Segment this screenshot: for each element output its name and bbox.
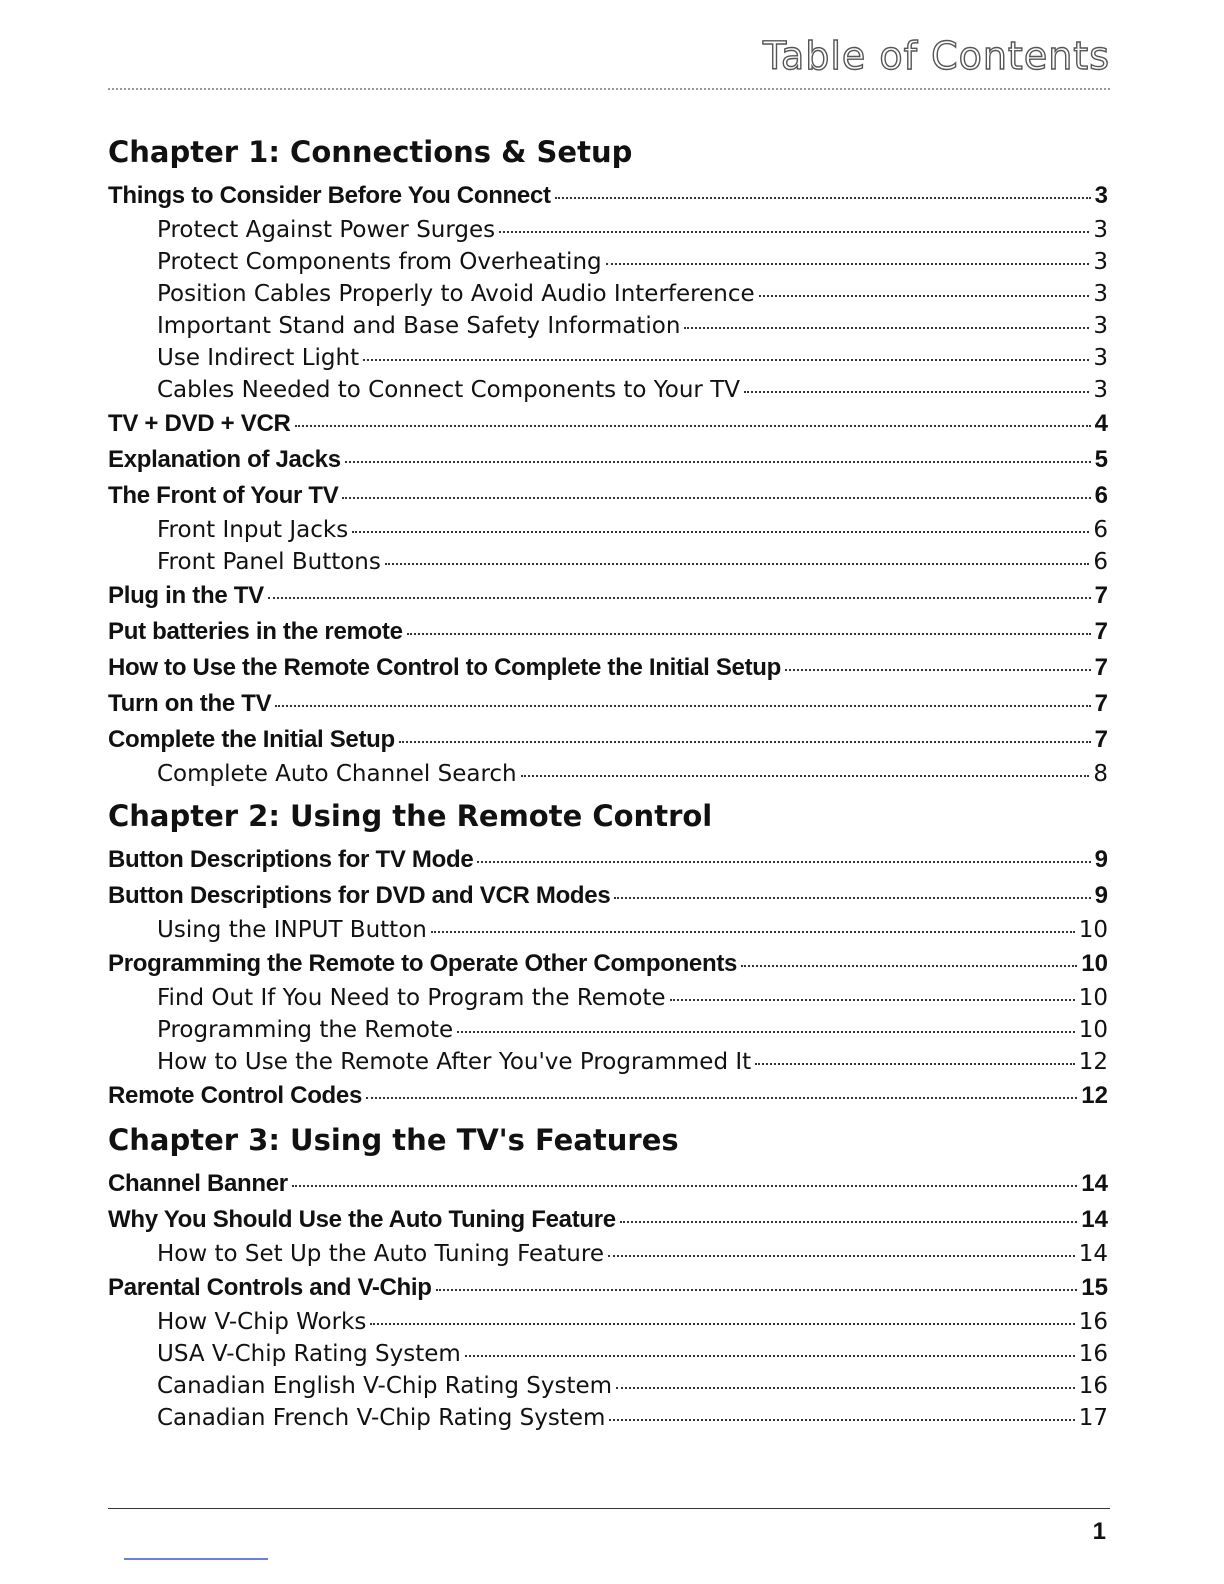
toc-entry-label: Button Descriptions for TV Mode <box>108 846 474 873</box>
dot-leader <box>457 1031 1075 1033</box>
toc-entry-label: Front Panel Buttons <box>157 549 381 575</box>
dot-leader <box>352 531 1089 533</box>
blue-underline-mark <box>124 1558 268 1560</box>
toc-entry[interactable] <box>108 578 1108 614</box>
toc-entry[interactable] <box>108 650 1108 686</box>
toc-entry-page: 7 <box>1094 654 1108 681</box>
toc-subentry[interactable] <box>108 1338 1108 1370</box>
dot-leader <box>755 1063 1075 1065</box>
toc-entry-page: 14 <box>1078 1241 1108 1267</box>
toc-entry-page: 7 <box>1094 582 1108 609</box>
toc-entry-label: Programming the Remote to Operate Other Components <box>108 950 738 977</box>
toc-subentry[interactable] <box>108 310 1108 342</box>
toc-entry-label: How V-Chip Works <box>157 1309 367 1335</box>
toc-subentry[interactable] <box>108 982 1108 1014</box>
dot-leader <box>342 497 1090 499</box>
dot-leader <box>268 597 1091 599</box>
dot-leader <box>345 461 1091 463</box>
toc-entry-label: Turn on the TV <box>108 690 272 717</box>
toc-entry-page: 3 <box>1093 313 1108 339</box>
dot-leader <box>521 775 1090 777</box>
toc-subentry[interactable] <box>108 1402 1108 1434</box>
toc-entry-page: 6 <box>1093 549 1108 575</box>
toc-entry[interactable] <box>108 722 1108 758</box>
dot-leader <box>399 741 1091 743</box>
toc-entry-label: Find Out If You Need to Program the Remote <box>157 985 666 1011</box>
dot-leader <box>555 197 1091 199</box>
toc-entry-page: 9 <box>1094 882 1108 909</box>
toc-entry-label: Protect Against Power Surges <box>157 217 496 243</box>
page-title: Table of Contents <box>763 34 1110 78</box>
toc-subentry[interactable] <box>108 1306 1108 1338</box>
page-header <box>108 28 1110 90</box>
dot-leader <box>741 965 1077 967</box>
toc-entry[interactable] <box>108 1166 1108 1202</box>
toc-subentry[interactable] <box>108 758 1108 790</box>
dot-leader <box>614 897 1090 899</box>
toc-entry-page: 16 <box>1078 1341 1108 1367</box>
dot-leader <box>407 633 1091 635</box>
toc-entry-page: 3 <box>1093 345 1108 371</box>
dot-leader <box>606 263 1090 265</box>
toc-entry[interactable] <box>108 442 1108 478</box>
toc-entry-page: 10 <box>1078 985 1108 1011</box>
dot-leader <box>366 1097 1077 1099</box>
toc-subentry[interactable] <box>108 1014 1108 1046</box>
toc-entry-label: Remote Control Codes <box>108 1082 363 1109</box>
toc-entry[interactable] <box>108 614 1108 650</box>
toc-entry-label: The Front of Your TV <box>108 482 339 509</box>
toc-entry-page: 12 <box>1078 1049 1108 1075</box>
toc-entry-label: Things to Consider Before You Connect <box>108 182 551 209</box>
dot-leader <box>744 391 1089 393</box>
toc-entry-page: 10 <box>1078 1017 1108 1043</box>
dot-leader <box>465 1355 1075 1357</box>
dot-leader <box>363 359 1089 361</box>
toc-subentry[interactable] <box>108 214 1108 246</box>
toc-entry-label: How to Set Up the Auto Tuning Feature <box>157 1241 604 1267</box>
toc-entry-page: 9 <box>1094 846 1108 873</box>
toc-subentry[interactable] <box>108 1370 1108 1402</box>
chapter-heading: Chapter 3: Using the TV's Features <box>108 1123 679 1157</box>
toc-entry-label: Canadian French V-Chip Rating System <box>157 1405 606 1431</box>
dot-leader <box>431 931 1075 933</box>
toc-entry-page: 10 <box>1078 917 1108 943</box>
table-of-contents <box>108 126 1108 1434</box>
toc-entry-page: 6 <box>1094 482 1108 509</box>
toc-entry-label: Why You Should Use the Auto Tuning Feature <box>108 1206 616 1233</box>
toc-entry-page: 7 <box>1094 618 1108 645</box>
toc-entry[interactable] <box>108 878 1108 914</box>
toc-entry-page: 3 <box>1093 249 1108 275</box>
toc-subentry[interactable] <box>108 1046 1108 1078</box>
toc-entry[interactable] <box>108 478 1108 514</box>
toc-entry-page: 16 <box>1078 1373 1108 1399</box>
toc-entry-page: 10 <box>1081 950 1108 977</box>
toc-entry-label: Canadian English V-Chip Rating System <box>157 1373 613 1399</box>
toc-entry-page: 3 <box>1094 182 1108 209</box>
toc-entry-label: Parental Controls and V-Chip <box>108 1274 432 1301</box>
toc-subentry[interactable] <box>108 246 1108 278</box>
dot-leader <box>275 705 1090 707</box>
dot-leader <box>684 327 1089 329</box>
toc-entry-page: 12 <box>1081 1082 1108 1109</box>
toc-entry-page: 4 <box>1094 410 1108 437</box>
dot-leader <box>385 563 1089 565</box>
toc-entry-label: Using the INPUT Button <box>157 917 427 943</box>
dot-leader <box>295 425 1091 427</box>
toc-entry[interactable] <box>108 1270 1108 1306</box>
toc-entry-label: Programming the Remote <box>157 1017 454 1043</box>
toc-subentry[interactable] <box>108 374 1108 406</box>
dot-leader <box>292 1185 1077 1187</box>
dot-leader <box>370 1323 1074 1325</box>
footer-rule <box>108 1508 1110 1509</box>
toc-entry[interactable] <box>108 406 1108 442</box>
toc-entry-page: 14 <box>1081 1206 1108 1233</box>
dot-leader <box>670 999 1075 1001</box>
toc-entry-label: TV + DVD + VCR <box>108 410 291 437</box>
toc-entry-page: 15 <box>1081 1274 1108 1301</box>
toc-entry-page: 5 <box>1094 446 1108 473</box>
toc-subentry[interactable] <box>108 342 1108 374</box>
toc-entry-label: Use Indirect Light <box>157 345 360 371</box>
toc-entry-page: 14 <box>1081 1170 1108 1197</box>
toc-entry-page: 17 <box>1078 1405 1108 1431</box>
dot-leader <box>477 861 1090 863</box>
toc-entry-label: Cables Needed to Connect Components to Your TV <box>157 377 740 403</box>
toc-subentry[interactable] <box>108 278 1108 310</box>
dot-leader <box>499 231 1089 233</box>
toc-entry-page: 6 <box>1093 517 1108 543</box>
toc-entry-label: Put batteries in the remote <box>108 618 403 645</box>
dot-leader <box>785 669 1091 671</box>
toc-entry-label: Explanation of Jacks <box>108 446 341 473</box>
dot-leader <box>608 1255 1075 1257</box>
toc-entry-page: 8 <box>1093 761 1108 787</box>
toc-entry[interactable] <box>108 842 1108 878</box>
toc-entry-label: Important Stand and Base Safety Information <box>157 313 681 339</box>
toc-entry-label: Position Cables Properly to Avoid Audio Interference <box>157 281 755 307</box>
toc-entry-label: Protect Components from Overheating <box>157 249 602 275</box>
page-number: 1 <box>1092 1518 1106 1545</box>
dot-leader <box>759 295 1090 297</box>
toc-entry[interactable] <box>108 686 1108 722</box>
chapter-heading: Chapter 2: Using the Remote Control <box>108 799 713 833</box>
toc-entry-label: How to Use the Remote After You've Programmed It <box>157 1049 752 1075</box>
toc-entry-page: 3 <box>1093 281 1108 307</box>
toc-entry-label: Front Input Jacks <box>157 517 349 543</box>
dot-leader <box>620 1221 1077 1223</box>
toc-entry[interactable] <box>108 946 1108 982</box>
toc-entry-label: How to Use the Remote Control to Complete the Initial Setup <box>108 654 781 681</box>
toc-entry-label: USA V-Chip Rating System <box>157 1341 461 1367</box>
toc-entry-label: Button Descriptions for DVD and VCR Modes <box>108 882 611 909</box>
dot-leader <box>609 1419 1074 1421</box>
toc-subentry[interactable] <box>108 1238 1108 1270</box>
toc-subentry[interactable] <box>108 546 1108 578</box>
dot-leader <box>616 1387 1075 1389</box>
toc-subentry[interactable] <box>108 914 1108 946</box>
toc-entry-page: 3 <box>1093 377 1108 403</box>
toc-entry[interactable] <box>108 178 1108 214</box>
toc-subentry[interactable] <box>108 514 1108 546</box>
toc-entry-page: 7 <box>1094 690 1108 717</box>
toc-entry-label: Complete the Initial Setup <box>108 726 395 753</box>
toc-entry-label: Channel Banner <box>108 1170 288 1197</box>
toc-entry-label: Plug in the TV <box>108 582 264 609</box>
toc-entry-label: Complete Auto Channel Search <box>157 761 517 787</box>
toc-entry-page: 16 <box>1078 1309 1108 1335</box>
chapter-heading: Chapter 1: Connections & Setup <box>108 135 633 169</box>
toc-entry-page: 7 <box>1094 726 1108 753</box>
toc-entry[interactable] <box>108 1202 1108 1238</box>
dot-leader <box>436 1289 1078 1291</box>
toc-entry[interactable] <box>108 1078 1108 1114</box>
toc-entry-page: 3 <box>1093 217 1108 243</box>
